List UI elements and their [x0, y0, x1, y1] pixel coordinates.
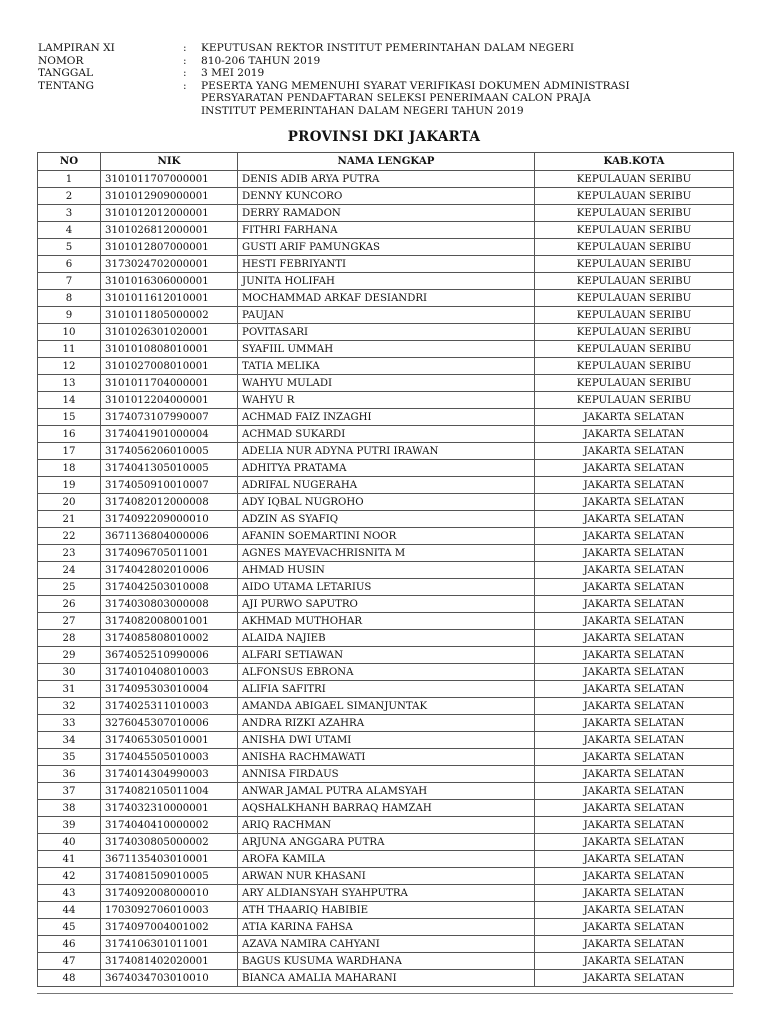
- cell-nik: 3174041305010005: [101, 460, 238, 477]
- cell-kabkota: KEPULAUAN SERIBU: [535, 392, 734, 409]
- table-header-row: [38, 153, 734, 171]
- column-header-no: NO: [38, 153, 101, 171]
- cell-no: 4: [38, 222, 101, 239]
- cell-kabkota: JAKARTA SELATAN: [535, 936, 734, 953]
- cell-nama: AGNES MAYEVACHRISNITA M: [238, 545, 535, 562]
- cell-nik: 3174096705011001: [101, 545, 238, 562]
- table-row: [38, 885, 734, 902]
- cell-no: 15: [38, 409, 101, 426]
- cell-no: 14: [38, 392, 101, 409]
- cell-no: 3: [38, 205, 101, 222]
- cell-no: 9: [38, 307, 101, 324]
- cell-no: 29: [38, 647, 101, 664]
- cell-kabkota: JAKARTA SELATAN: [535, 800, 734, 817]
- cell-no: 46: [38, 936, 101, 953]
- cell-nik: 3101012204000001: [101, 392, 238, 409]
- cell-nik: 3101011612010001: [101, 290, 238, 307]
- table-row: [38, 358, 734, 375]
- cell-nik: 3174092209000010: [101, 511, 238, 528]
- table-row: [38, 477, 734, 494]
- cell-no: 18: [38, 460, 101, 477]
- table-row: [38, 953, 734, 970]
- cell-nama: AKHMAD MUTHOHAR: [238, 613, 535, 630]
- table-row: [38, 579, 734, 596]
- cell-kabkota: KEPULAUAN SERIBU: [535, 290, 734, 307]
- participants-table: [37, 152, 734, 987]
- header-row-tanggal: [38, 67, 738, 80]
- province-title: PROVINSI DKI JAKARTA: [287, 129, 481, 145]
- cell-nama: AMANDA ABIGAEL SIMANJUNTAK: [238, 698, 535, 715]
- cell-nama: AZAVA NAMIRA CAHYANI: [238, 936, 535, 953]
- cell-nik: 3174042802010006: [101, 562, 238, 579]
- cell-nik: 3174041901000004: [101, 426, 238, 443]
- cell-no: 10: [38, 324, 101, 341]
- table-row: [38, 834, 734, 851]
- table-row: [38, 851, 734, 868]
- cell-no: 24: [38, 562, 101, 579]
- cell-kabkota: JAKARTA SELATAN: [535, 477, 734, 494]
- cell-nama: BAGUS KUSUMA WARDHANA: [238, 953, 535, 970]
- header-separator: :: [183, 54, 187, 67]
- cell-kabkota: JAKARTA SELATAN: [535, 902, 734, 919]
- cell-kabkota: KEPULAUAN SERIBU: [535, 256, 734, 273]
- cell-kabkota: JAKARTA SELATAN: [535, 562, 734, 579]
- cell-nik: 3174040410000002: [101, 817, 238, 834]
- table-row: [38, 970, 734, 987]
- cell-no: 30: [38, 664, 101, 681]
- cell-kabkota: KEPULAUAN SERIBU: [535, 205, 734, 222]
- cell-nama: ANWAR JAMAL PUTRA ALAMSYAH: [238, 783, 535, 800]
- header-value: 3 MEI 2019: [201, 67, 265, 80]
- cell-nik: 3101012012000001: [101, 205, 238, 222]
- cell-kabkota: JAKARTA SELATAN: [535, 885, 734, 902]
- cell-nama: ALFARI SETIAWAN: [238, 647, 535, 664]
- cell-no: 41: [38, 851, 101, 868]
- table-row: [38, 783, 734, 800]
- cell-no: 13: [38, 375, 101, 392]
- table-row: [38, 630, 734, 647]
- cell-nama: AHMAD HUSIN: [238, 562, 535, 579]
- cell-nama: ARIQ RACHMAN: [238, 817, 535, 834]
- cell-nama: ADRIFAL NUGERAHA: [238, 477, 535, 494]
- cell-kabkota: JAKARTA SELATAN: [535, 970, 734, 987]
- cell-kabkota: JAKARTA SELATAN: [535, 630, 734, 647]
- table-row: [38, 800, 734, 817]
- table-row: [38, 392, 734, 409]
- table-row: [38, 919, 734, 936]
- cell-kabkota: JAKARTA SELATAN: [535, 698, 734, 715]
- table-row: [38, 443, 734, 460]
- cell-nik: 3174050910010007: [101, 477, 238, 494]
- cell-nama: ADELIA NUR ADYNA PUTRI IRAWAN: [238, 443, 535, 460]
- cell-nik: 3174014304990003: [101, 766, 238, 783]
- cell-no: 1: [38, 171, 101, 188]
- cell-nama: ATH THAARIQ HABIBIE: [238, 902, 535, 919]
- cell-nik: 3174095303010004: [101, 681, 238, 698]
- cell-kabkota: JAKARTA SELATAN: [535, 579, 734, 596]
- cell-nik: 3174056206010005: [101, 443, 238, 460]
- table-row: [38, 613, 734, 630]
- tentang-line-3: INSTITUT PEMERINTAHAN DALAM NEGERI TAHUN 2019: [201, 104, 524, 117]
- cell-nama: AIDO UTAMA LETARIUS: [238, 579, 535, 596]
- cell-nik: 3174085808010002: [101, 630, 238, 647]
- header-key: LAMPIRAN XI: [38, 42, 115, 54]
- cell-kabkota: KEPULAUAN SERIBU: [535, 358, 734, 375]
- cell-no: 43: [38, 885, 101, 902]
- cell-nama: ARWAN NUR KHASANI: [238, 868, 535, 885]
- document-header: [38, 42, 738, 118]
- table-row: [38, 732, 734, 749]
- cell-nik: 3174010408010003: [101, 664, 238, 681]
- table-row: [38, 528, 734, 545]
- cell-no: 21: [38, 511, 101, 528]
- cell-nik: 3174082105011004: [101, 783, 238, 800]
- header-value: 810-206 TAHUN 2019: [201, 54, 321, 67]
- cell-nik: 3174082008001001: [101, 613, 238, 630]
- cell-kabkota: KEPULAUAN SERIBU: [535, 188, 734, 205]
- cell-no: 11: [38, 341, 101, 358]
- cell-no: 16: [38, 426, 101, 443]
- column-header-nik: NIK: [101, 153, 238, 171]
- cell-no: 44: [38, 902, 101, 919]
- table-row: [38, 511, 734, 528]
- cell-no: 2: [38, 188, 101, 205]
- cell-nik: 1703092706010003: [101, 902, 238, 919]
- cell-no: 35: [38, 749, 101, 766]
- cell-nama: ADHITYA PRATAMA: [238, 460, 535, 477]
- table-row: [38, 902, 734, 919]
- cell-no: 5: [38, 239, 101, 256]
- cell-nik: 3101011704000001: [101, 375, 238, 392]
- header-value: KEPUTUSAN REKTOR INSTITUT PEMERINTAHAN DALAM NEGERI: [201, 42, 575, 54]
- cell-nik: 3101027008010001: [101, 358, 238, 375]
- cell-no: 12: [38, 358, 101, 375]
- cell-kabkota: JAKARTA SELATAN: [535, 545, 734, 562]
- header-value: [201, 80, 738, 118]
- header-separator: :: [183, 67, 187, 80]
- table-row: [38, 307, 734, 324]
- table-row: [38, 681, 734, 698]
- cell-nama: DERRY RAMADON: [238, 205, 535, 222]
- table-row: [38, 222, 734, 239]
- cell-kabkota: JAKARTA SELATAN: [535, 681, 734, 698]
- cell-kabkota: KEPULAUAN SERIBU: [535, 222, 734, 239]
- cell-nama: ALAIDA NAJIEB: [238, 630, 535, 647]
- cell-nama: ANNISA FIRDAUS: [238, 766, 535, 783]
- cell-no: 38: [38, 800, 101, 817]
- cell-no: 47: [38, 953, 101, 970]
- cell-no: 36: [38, 766, 101, 783]
- header-key: TANGGAL: [38, 67, 94, 80]
- column-header-kabkota: KAB.KOTA: [535, 153, 734, 171]
- table-row: [38, 256, 734, 273]
- table-row: [38, 664, 734, 681]
- cell-nik: 3174025311010003: [101, 698, 238, 715]
- cell-nik: 3674052510990006: [101, 647, 238, 664]
- table-row: [38, 596, 734, 613]
- cell-no: 19: [38, 477, 101, 494]
- cell-kabkota: JAKARTA SELATAN: [535, 596, 734, 613]
- cell-nama: GUSTI ARIF PAMUNGKAS: [238, 239, 535, 256]
- cell-no: 42: [38, 868, 101, 885]
- table-row: [38, 766, 734, 783]
- header-key: TENTANG: [38, 79, 94, 92]
- table-row: [38, 715, 734, 732]
- cell-nik: 3671136804000006: [101, 528, 238, 545]
- cell-nama: DENIS ADIB ARYA PUTRA: [238, 171, 535, 188]
- cell-nik: 3101011707000001: [101, 171, 238, 188]
- cell-nik: 3174092008000010: [101, 885, 238, 902]
- cell-no: 7: [38, 273, 101, 290]
- cell-nik: 3174065305010001: [101, 732, 238, 749]
- table-row: [38, 324, 734, 341]
- cell-nik: 3276045307010006: [101, 715, 238, 732]
- cell-nama: POVITASARI: [238, 324, 535, 341]
- cell-nama: ADZIN AS SYAFIQ: [238, 511, 535, 528]
- header-key: NOMOR: [38, 54, 84, 67]
- cell-nik: 3174081509010005: [101, 868, 238, 885]
- cell-kabkota: KEPULAUAN SERIBU: [535, 324, 734, 341]
- cell-nama: ARY ALDIANSYAH SYAHPUTRA: [238, 885, 535, 902]
- cell-nama: AJI PURWO SAPUTRO: [238, 596, 535, 613]
- table-row: [38, 698, 734, 715]
- column-header-nama: NAMA LENGKAP: [238, 153, 535, 171]
- cell-nama: ALFONSUS EBRONA: [238, 664, 535, 681]
- cell-nik: 3174032310000001: [101, 800, 238, 817]
- table-row: [38, 375, 734, 392]
- cell-nama: DENNY KUNCORO: [238, 188, 535, 205]
- table-row: [38, 341, 734, 358]
- cell-nik: 3101012909000001: [101, 188, 238, 205]
- cell-nama: ACHMAD SUKARDI: [238, 426, 535, 443]
- cell-no: 33: [38, 715, 101, 732]
- header-row-nomor: [38, 55, 738, 68]
- cell-nama: FITHRI FARHANA: [238, 222, 535, 239]
- cell-nik: 3101026812000001: [101, 222, 238, 239]
- cell-nama: MOCHAMMAD ARKAF DESIANDRI: [238, 290, 535, 307]
- cell-nama: ALIFIA SAFITRI: [238, 681, 535, 698]
- cell-kabkota: JAKARTA SELATAN: [535, 834, 734, 851]
- cell-nik: 3674034703010010: [101, 970, 238, 987]
- cell-nik: 3101012807000001: [101, 239, 238, 256]
- tentang-line-1: PESERTA YANG MEMENUHI SYARAT VERIFIKASI DOKUMEN ADMINISTRASI: [201, 79, 630, 92]
- cell-no: 28: [38, 630, 101, 647]
- table-row: [38, 936, 734, 953]
- cell-nik: 3174106301011001: [101, 936, 238, 953]
- cell-no: 22: [38, 528, 101, 545]
- table-row: [38, 545, 734, 562]
- cell-nama: ATIA KARINA FAHSA: [238, 919, 535, 936]
- cell-no: 45: [38, 919, 101, 936]
- table-row: [38, 494, 734, 511]
- cell-nama: AQSHALKHANH BARRAQ HAMZAH: [238, 800, 535, 817]
- cell-kabkota: KEPULAUAN SERIBU: [535, 273, 734, 290]
- cell-no: 32: [38, 698, 101, 715]
- table-row: [38, 188, 734, 205]
- cell-kabkota: JAKARTA SELATAN: [535, 613, 734, 630]
- table-row: [38, 749, 734, 766]
- table-row: [38, 205, 734, 222]
- table-row: [38, 239, 734, 256]
- cell-no: 34: [38, 732, 101, 749]
- table-body: [38, 171, 734, 987]
- cell-kabkota: JAKARTA SELATAN: [535, 426, 734, 443]
- cell-kabkota: JAKARTA SELATAN: [535, 851, 734, 868]
- cell-kabkota: JAKARTA SELATAN: [535, 766, 734, 783]
- cell-kabkota: JAKARTA SELATAN: [535, 953, 734, 970]
- cell-nik: 3101016306000001: [101, 273, 238, 290]
- cell-nama: JUNITA HOLIFAH: [238, 273, 535, 290]
- cell-no: 37: [38, 783, 101, 800]
- cell-no: 27: [38, 613, 101, 630]
- cell-no: 6: [38, 256, 101, 273]
- cell-nama: BIANCA AMALIA MAHARANI: [238, 970, 535, 987]
- header-row-tentang: [38, 80, 738, 118]
- cell-kabkota: KEPULAUAN SERIBU: [535, 341, 734, 358]
- cell-nik: 3101026301020001: [101, 324, 238, 341]
- cell-nama: ACHMAD FAIZ INZAGHI: [238, 409, 535, 426]
- cell-nik: 3101011805000002: [101, 307, 238, 324]
- cell-nik: 3101010808010001: [101, 341, 238, 358]
- cell-nik: 3174081402020001: [101, 953, 238, 970]
- header-separator: :: [183, 42, 187, 54]
- cell-nama: PAUJAN: [238, 307, 535, 324]
- cell-nik: 3174030805000002: [101, 834, 238, 851]
- cell-nik: 3174030803000008: [101, 596, 238, 613]
- cell-kabkota: JAKARTA SELATAN: [535, 443, 734, 460]
- cell-no: 31: [38, 681, 101, 698]
- table-row: [38, 868, 734, 885]
- cell-kabkota: JAKARTA SELATAN: [535, 919, 734, 936]
- cell-no: 17: [38, 443, 101, 460]
- cell-kabkota: JAKARTA SELATAN: [535, 647, 734, 664]
- cell-no: 40: [38, 834, 101, 851]
- cell-kabkota: JAKARTA SELATAN: [535, 817, 734, 834]
- header-separator: :: [183, 79, 187, 92]
- cell-no: 8: [38, 290, 101, 307]
- cell-kabkota: KEPULAUAN SERIBU: [535, 239, 734, 256]
- cell-no: 23: [38, 545, 101, 562]
- cell-no: 39: [38, 817, 101, 834]
- cell-nama: TATIA MELIKA: [238, 358, 535, 375]
- cell-nama: ANISHA RACHMAWATI: [238, 749, 535, 766]
- cell-nik: 3174042503010008: [101, 579, 238, 596]
- cell-no: 20: [38, 494, 101, 511]
- cell-nama: ADY IQBAL NUGROHO: [238, 494, 535, 511]
- cell-kabkota: JAKARTA SELATAN: [535, 460, 734, 477]
- cell-nama: WAHYU R: [238, 392, 535, 409]
- cell-kabkota: JAKARTA SELATAN: [535, 664, 734, 681]
- cell-nama: ANISHA DWI UTAMI: [238, 732, 535, 749]
- cell-nama: HESTI FEBRIYANTI: [238, 256, 535, 273]
- cell-nik: 3174073107990007: [101, 409, 238, 426]
- cell-nik: 3671135403010001: [101, 851, 238, 868]
- table-row: [38, 562, 734, 579]
- cell-kabkota: KEPULAUAN SERIBU: [535, 171, 734, 188]
- header-row-lampiran: [38, 42, 738, 55]
- cell-nama: SYAFIIL UMMAH: [238, 341, 535, 358]
- cell-nama: ANDRA RIZKI AZAHRA: [238, 715, 535, 732]
- cell-kabkota: KEPULAUAN SERIBU: [535, 375, 734, 392]
- cell-kabkota: JAKARTA SELATAN: [535, 511, 734, 528]
- cell-nama: AROFA KAMILA: [238, 851, 535, 868]
- cell-kabkota: JAKARTA SELATAN: [535, 494, 734, 511]
- cell-kabkota: JAKARTA SELATAN: [535, 868, 734, 885]
- table-row: [38, 817, 734, 834]
- cell-kabkota: JAKARTA SELATAN: [535, 749, 734, 766]
- table-row: [38, 171, 734, 188]
- table-row: [38, 409, 734, 426]
- tentang-line-2: PERSYARATAN PENDAFTARAN SELEKSI PENERIMAAN CALON PRAJA: [201, 92, 591, 105]
- cell-kabkota: JAKARTA SELATAN: [535, 409, 734, 426]
- table-row: [38, 290, 734, 307]
- cell-kabkota: JAKARTA SELATAN: [535, 715, 734, 732]
- cell-nama: AFANIN SOEMARTINI NOOR: [238, 528, 535, 545]
- page-bottom-divider: [37, 993, 733, 994]
- cell-nama: WAHYU MULADI: [238, 375, 535, 392]
- cell-kabkota: JAKARTA SELATAN: [535, 783, 734, 800]
- cell-no: 48: [38, 970, 101, 987]
- table-row: [38, 426, 734, 443]
- cell-kabkota: JAKARTA SELATAN: [535, 732, 734, 749]
- table-row: [38, 460, 734, 477]
- cell-nik: 3174045505010003: [101, 749, 238, 766]
- table-row: [38, 647, 734, 664]
- table-row: [38, 273, 734, 290]
- cell-nik: 3174097004001002: [101, 919, 238, 936]
- cell-no: 25: [38, 579, 101, 596]
- cell-kabkota: JAKARTA SELATAN: [535, 528, 734, 545]
- cell-no: 26: [38, 596, 101, 613]
- cell-nik: 3173024702000001: [101, 256, 238, 273]
- cell-kabkota: KEPULAUAN SERIBU: [535, 307, 734, 324]
- cell-nama: ARJUNA ANGGARA PUTRA: [238, 834, 535, 851]
- cell-nik: 3174082012000008: [101, 494, 238, 511]
